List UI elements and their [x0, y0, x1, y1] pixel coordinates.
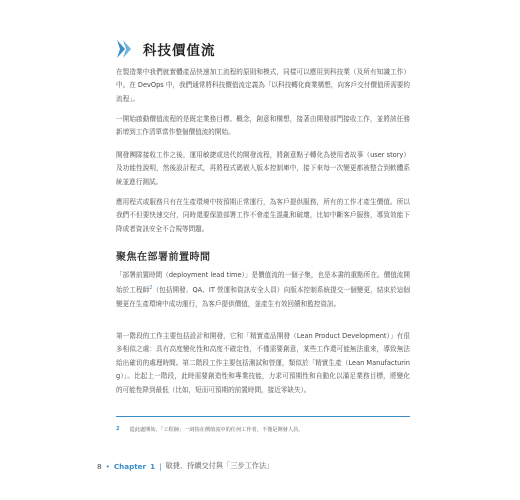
- footnote-reference[interactable]: 2: [149, 285, 153, 292]
- footnote: [116, 426, 303, 433]
- paragraph-6: 第一階段的工作主要包括設計和開發，它和「精實產品開發（Lean Product Development）」有很多相似之處：具有高度變化性和高度不確定性，不僅需要創意，某些工作還可能無法重來，導致無法給出確切的處理時間。第二階段工作主要包括測試和營運，類似於「精實生產（Lean Manufacturing）」。比起上一階段，此時需要創造性和專業技能，力求可預期性和自動化以滿足業務目標，將變化的可能性降到最低（比如，短而可預期的前置時間，接近零缺失）。: [116, 332, 410, 394]
- paragraph-4: 應用程式或服務只有在生產環境中按預期正常運行，為客戶提供服務，所有的工作才產生價值。所以我們不但要快速交付，同時還要保證部署工作不會產生混亂和破壞，比如中斷客戶服務，導致效能下降或者資訊安全不合規等問題。: [116, 198, 410, 233]
- paragraph-5-end: （包括開發、QA、IT 營運和資訊安全人員）向版本控制系統提交一個變更，結束於這個變更在生產環境中成功運行，為客戶提供價值，並產生有效回饋和監控資訊。: [116, 286, 410, 308]
- paragraph-2: 一開始啟動價值流程的是既定業務目標、概念，創意和構想，接著由開發部門接收工作，並將該任務新增到工作清單當作整個價值流的開始。: [116, 115, 410, 137]
- chapter-number: 1: [150, 461, 156, 471]
- chapter-title: 敏捷、持續交付與「三步工作法」: [165, 461, 274, 470]
- paragraph-3: 開發團隊接收工作之後，運用敏捷或迭代的開發流程，將創意點子轉化為使用者故事（user story）及功能性說明，然後設計程式，再將程式碼嵌入版本控制庫中，接下來每一次變更都被整合到軟體系統並進行測試。: [116, 151, 410, 186]
- paragraph-5: [116, 269, 410, 311]
- footnote-text: 從此處開始，「工程師」一詞指在價值流中的任何工作者，不僅是開發人員。: [129, 427, 304, 433]
- section-heading: [116, 38, 216, 60]
- section-title: 科技價值流: [143, 43, 216, 59]
- page-number: 8: [97, 461, 102, 471]
- subsection-title: 聚焦在部署前置時間: [116, 252, 211, 263]
- footnote-number: 2: [116, 426, 120, 432]
- paragraph-1: 在製造業中我們就實體產品快速加工流程的原則和模式，同樣可以應用到科技業（及所有知識工作）中。在 DevOps 中，我們通常將科技價值流定義為「以科技轉化商業構想，向客戶交付價值所需要的流程」。: [116, 68, 410, 103]
- paragraph-5-start: 「部署前置時間（deployment lead time）」是價值流的一個子集，也是本書的重點所在。價值流開始於工程師: [116, 271, 410, 295]
- footer-bullet: •: [105, 461, 110, 471]
- chapter-label: Chapter: [113, 461, 147, 471]
- page-footer: [97, 461, 273, 471]
- double-chevron-icon: [116, 38, 134, 60]
- footer-separator: |: [159, 461, 162, 471]
- footnote-divider: [116, 416, 410, 417]
